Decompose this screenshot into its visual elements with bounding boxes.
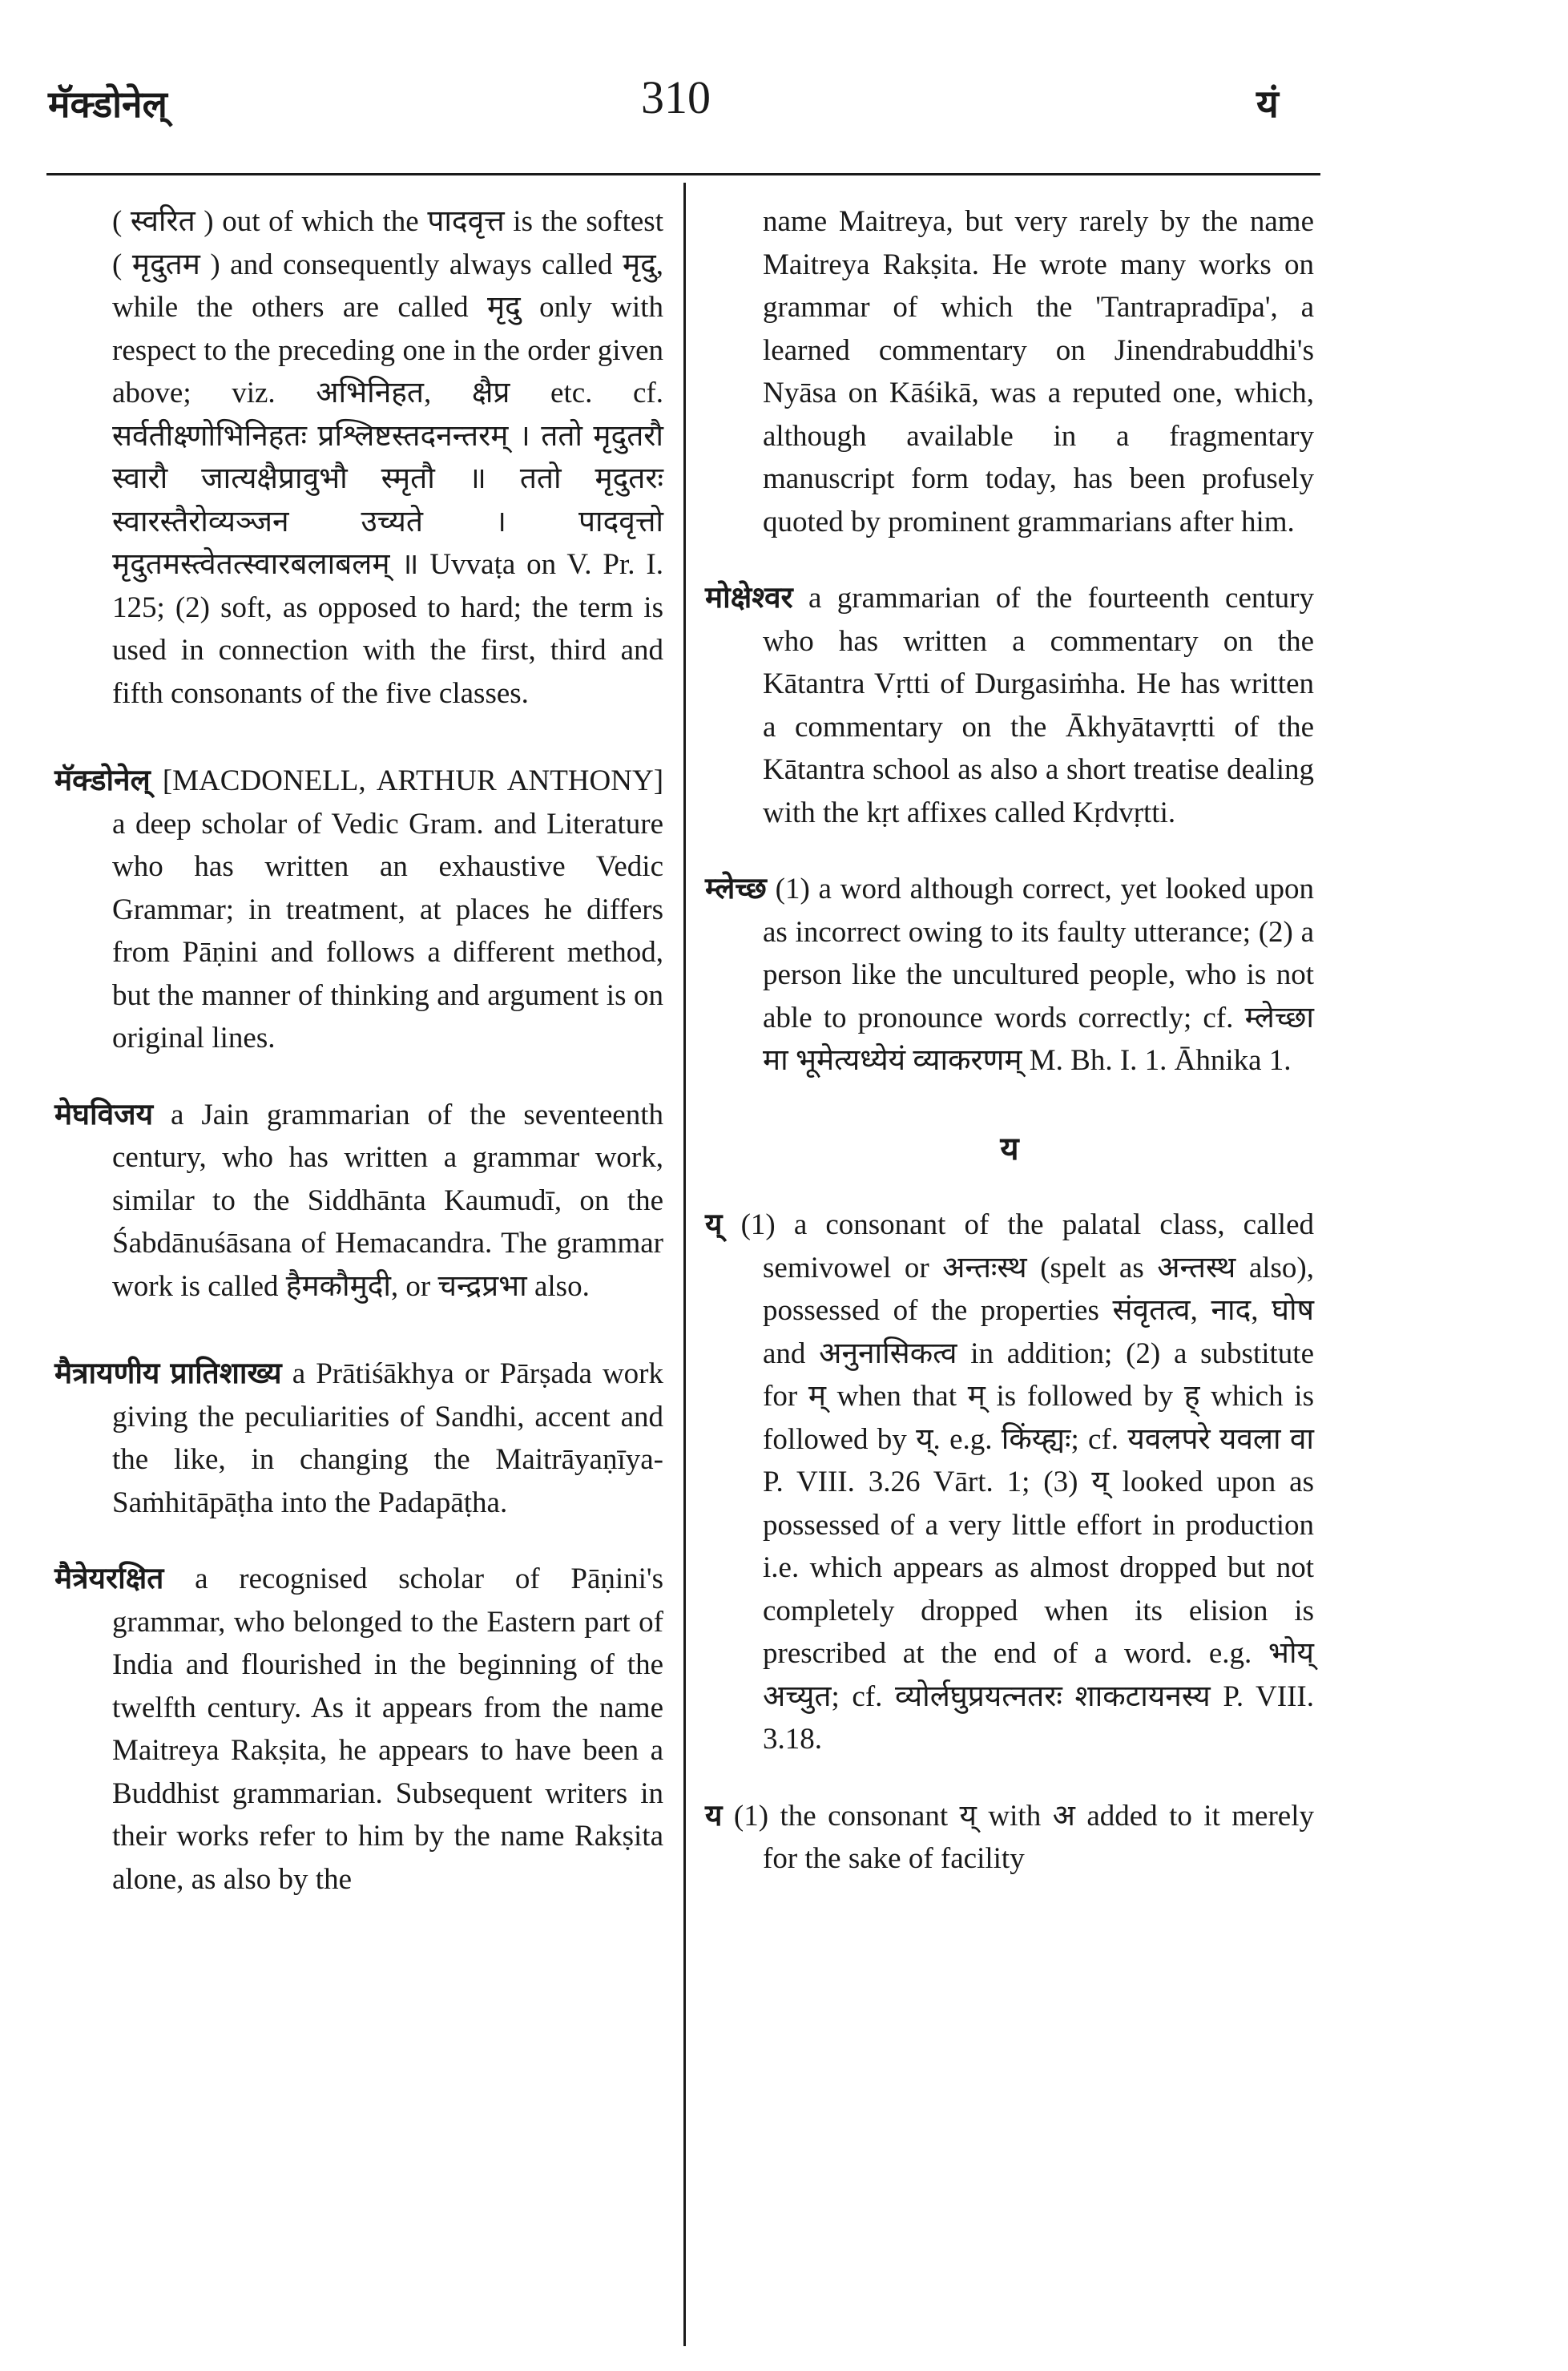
column-divider (683, 183, 686, 2346)
entry-body: a recognised scholar of Pāṇini's grammar, who belonged to the Eastern part of India and flourished in the beginning of the twelfth century. As it appears from the name Maitreya Rakṣita, he appears to have been a Buddhist grammarian. Subsequent writers in their works refer to him by the name Rakṣita alone, as also by the (112, 1563, 663, 1896)
entry-headword: मेघविजय (54, 1098, 154, 1131)
entry-body: (1) the consonant य् with अ added to it merely for the sake of facility (733, 1799, 1315, 1875)
entry-body: a Jain grammarian of the seventeenth century, who has written a grammar work, similar to the Siddhānta Kaumudī, on the Śabdānuśāsana of Hemacandra. The grammar work is called हैमकौमुदी, or चन्द्रप्रभा also. (112, 1098, 663, 1303)
dictionary-entry (705, 1795, 1314, 1881)
entry-body: (1) a word although correct, yet looked upon as incorrect owing to its faulty utterance; (2) a person like the uncultured people, who is not able to pronounce words correctly; cf. म्लेच्छा मा भूमेत्यध्येयं व्याकरणम् M. Bh. I. 1. Āhnika 1. (763, 873, 1315, 1077)
dictionary-entry (54, 760, 663, 1060)
dictionary-entry (705, 1204, 1314, 1761)
page-number: 310 (641, 71, 711, 123)
entry-headword: य् (705, 1208, 723, 1241)
entry-headword: मोक्षेश्वर (705, 582, 793, 615)
dictionary-entry (705, 577, 1314, 834)
entry-continuation (705, 200, 1314, 543)
entry-headword: मैत्रेयरक्षित (54, 1563, 164, 1595)
entry-body: ( स्वरित ) out of which the पादवृत्त is the softest ( मृदुतम ) and consequently always called मृदु, while the others are called मृदु only with respect to the preceding one in the order given above; viz. अभिनिहत, क्षैप्र etc. cf. सर्वतीक्ष्णोभिनिहतः प्रश्लिष्टस्तदनन्तरम् । ततो मृदुतरौ स्वारौ जात्यक्षैप्रावुभौ स्मृतौ ॥ ततो मृदुतरः स्वारस्तैरोव्यञ्जन उच्यते । पादवृत्तो मृदुतमस्त्वेतत्स्वारबलाबलम् ॥ Uvvaṭa on V. Pr. I. 125; (2) soft, as opposed to hard; the term is used in connection with the first, third and fifth consonants of the five classes. (112, 205, 663, 710)
running-head-left: मॅक्डोनेल् (48, 84, 167, 125)
entry-continuation (54, 200, 663, 715)
entry-headword: य (705, 1799, 723, 1833)
entry-headword: मॅक्डोनेल् (54, 764, 151, 797)
entry-body: a grammarian of the fourteenth century who has written a commentary on the Kātantra Vṛtti of Durgasiṁha. He has written a commentary on the Ākhyātavṛtti of the Kātantra school as also a short treatise dealing with the kṛt affixes called Kṛdvṛtti. (763, 582, 1315, 829)
dictionary-entry (54, 1558, 663, 1901)
dictionary-entry (705, 868, 1314, 1083)
right-column (705, 200, 1314, 1881)
entry-body: [MACDONELL, ARTHUR ANTHONY] a deep scholar of Vedic Gram. and Literature who has written an exhaustive Vedic Grammar; in treatment, at places he differs from Pāṇini and follows a different method, but the manner of thinking and argument is on original lines. (112, 764, 664, 1054)
entry-headword: म्लेच्छ (705, 873, 767, 905)
entry-headword: मैत्रायणीय प्रातिशाख्य (54, 1357, 282, 1390)
entry-body: a Prātiśākhya or Pārṣada work giving the peculiarities of Sandhi, accent and the like, in changing the Maitrāyaṇīya-Saṁhitāpāṭha into the Padapāṭha. (112, 1357, 663, 1519)
running-head-right: यं (1256, 83, 1279, 126)
entry-body: (1) a consonant of the palatal class, called semivowel or अन्तःस्थ (spelt as अन्तस्थ also), possessed of the properties संवृतत्व, नाद, घोष and अनुनासिकत्व in addition; (2) a substitute for म् when that म् is followed by ह् which is followed by य्. e.g. किंय्ह्यः; cf. यवलपरे यवला वा P. VIII. 3.26 Vārt. 1; (3) य् looked upon as possessed of a very little effort in production i.e. which appears as almost dropped but not completely dropped when its elision is prescribed at the end of a word. e.g. भोय् अच्युत; cf. व्योर्लघुप्रयत्नतरः शाकटायनस्य P. VIII. 3.18. (740, 1208, 1315, 1756)
header-rule (46, 173, 1320, 175)
dictionary-entry (54, 1094, 663, 1308)
entry-body: name Maitreya, but very rarely by the name Maitreya Rakṣita. He wrote many works on grammar of which the 'Tantrapradīpa', a learned commentary on Jinendrabuddhi's Nyāsa on Kāśikā, was a reputed one, which, although available in a fragmentary manuscript form today, has been profusely quoted by prominent grammarians after him. (763, 205, 1314, 538)
left-column (54, 200, 663, 1901)
section-letter: य (1000, 1130, 1019, 1167)
dictionary-entry (54, 1353, 663, 1524)
